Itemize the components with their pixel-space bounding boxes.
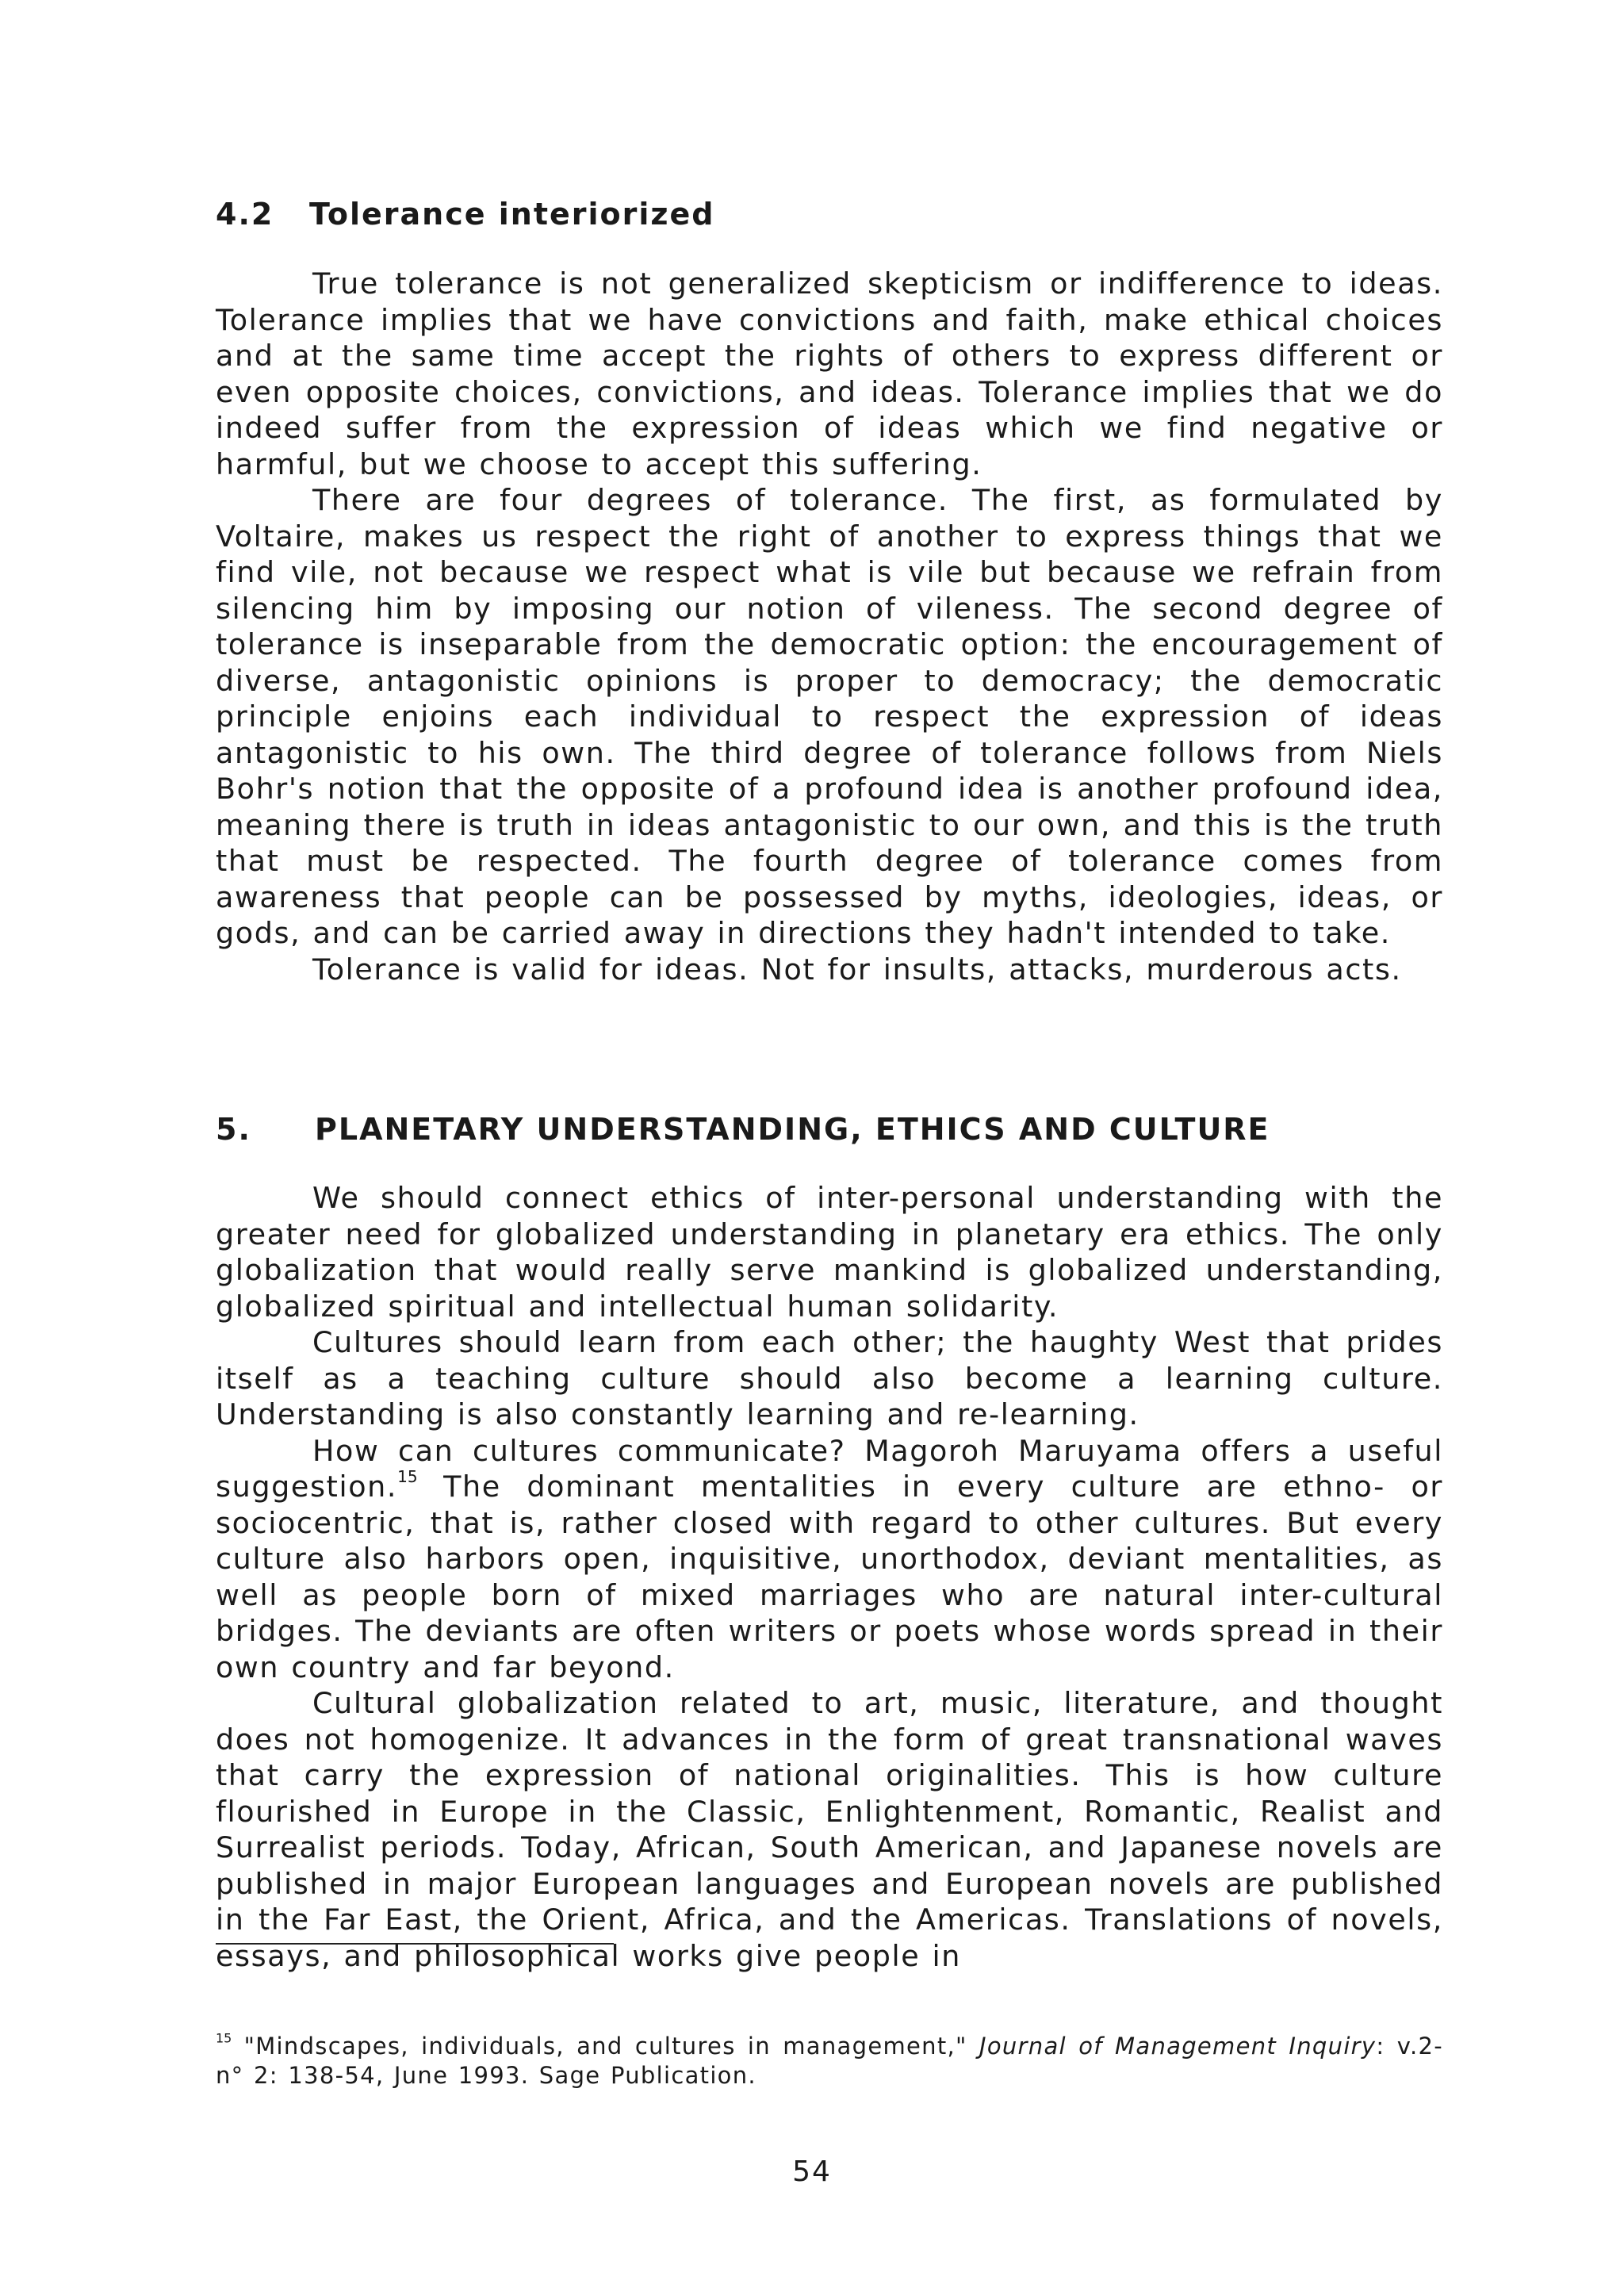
paragraph: There are four degrees of tolerance. The first, as formulated by Voltaire, makes us respect the right of another to express things that we find vile, not because we respect what is vile but because we refrain from silencing him by imposing our notion of vileness. The second degree of tolerance is inseparable from the democratic option: the encouragement of diverse, antagonistic opinions is proper to democracy; the democratic principle enjoins each individual to respect the expression of ideas antagonistic to his own. The third degree of tolerance follows from Niels Bohr's notion that the opposite of a profound idea is another profound idea, meaning there is truth in ideas antagonistic to our own, and this is the truth that must be respected. The fourth degree of tolerance comes from awareness that people can be possessed by myths, ideologies, ideas, or gods, and can be carried away in directions they hadn't intended to take. [216, 483, 1443, 950]
paragraph-text: The dominant mentalities in every culture are ethno- or sociocentric, that is, rather closed with regard to other cultures. But every culture also harbors open, inquisitive, unorthodox, deviant mentalities, as well as people born of mixed marriages who are natural inter-cultural bridges. The deviants are often writers or poets whose words spread in their own country and far beyond. [216, 1470, 1443, 1684]
section-title: PLANETARY UNDERSTANDING, ETHICS AND CULTURE [315, 1112, 1270, 1147]
footnote-text: : v.2-n° 2: 138-54, June 1993. Sage Publication. [216, 2033, 1443, 2089]
footnote [216, 2032, 1443, 2090]
footnote-reference[interactable]: 15 [397, 1466, 418, 1486]
paragraph-text: How can cultures communicate? Magoroh Maruyama offers a useful suggestion. [216, 1433, 1443, 1504]
paragraph: Cultural globalization related to art, music, literature, and thought does not homogenize. It advances in the form of great transnational waves that carry the expression of national originalities. This is how culture flourished in Europe in the Classic, Enlightenment, Romantic, Realist and Surrealist periods. Today, African, South American, and Japanese novels are published in major European languages and European novels are published in the Far East, the Orient, Africa, and the Americas. Translations of novels, essays, and philosophical works give people in [216, 1686, 1443, 1973]
section-heading-4-2 [216, 197, 715, 232]
page-number: 54 [792, 2155, 832, 2188]
section-5-body [216, 1180, 1443, 1974]
section-title: Tolerance interiorized [309, 197, 715, 232]
footnote-text: "Mindscapes, individuals, and cultures in management," [232, 2033, 979, 2060]
footnote-divider [216, 1943, 614, 1945]
paragraph [216, 1433, 1443, 1686]
paragraph: We should connect ethics of inter-personal understanding with the greater need for globalized understanding in planetary era ethics. The only globalization that would really serve mankind is globalized understanding, globalized spiritual and intellectual human solidarity. [216, 1181, 1443, 1324]
footnote-number: 15 [216, 2030, 232, 2046]
footnote-journal-title: Journal of Management Inquiry [979, 2033, 1377, 2060]
section-heading-5 [216, 1112, 1270, 1147]
section-number: 4.2 [216, 197, 274, 232]
paragraph: Tolerance is valid for ideas. Not for insults, attacks, murderous acts. [312, 952, 1402, 987]
section-4-2-body [216, 266, 1443, 987]
section-number: 5. [216, 1112, 251, 1147]
paragraph: Cultures should learn from each other; the haughty West that prides itself as a teaching culture should also become a learning culture. Understanding is also constantly learning and re-learning. [216, 1325, 1443, 1431]
paragraph: True tolerance is not generalized skepticism or indifference to ideas. Tolerance implies that we have convictions and faith, make ethical choices and at the same time accept the rights of others to express different or even opposite choices, convictions, and ideas. Tolerance implies that we do indeed suffer from the expression of ideas which we find negative or harmful, but we choose to accept this suffering. [216, 266, 1443, 481]
